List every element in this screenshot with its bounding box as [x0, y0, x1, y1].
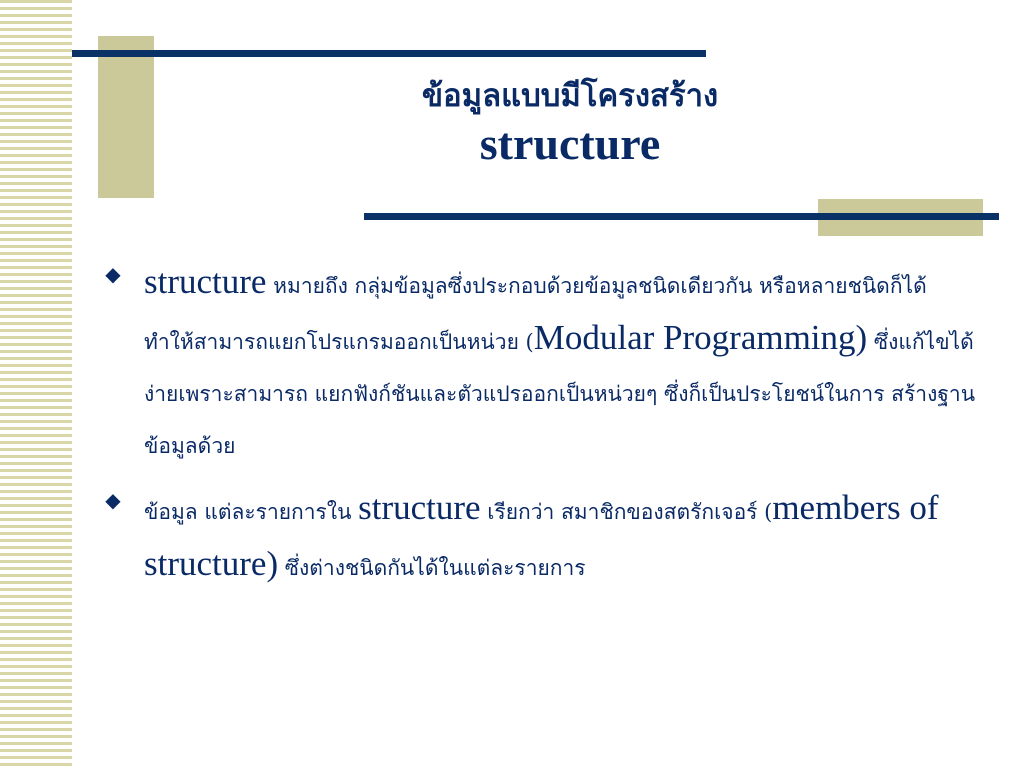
- slide-title: [300, 74, 840, 170]
- bullet-text-part: ข้อมูล แต่ละรายการใน: [144, 500, 359, 524]
- decorative-stripes: [0, 0, 72, 768]
- bullet-text-part: structure: [144, 262, 267, 301]
- bullet-item: [102, 482, 982, 594]
- decorative-navy-line-top: [72, 50, 706, 57]
- diamond-bullet-icon: ◆: [105, 488, 121, 512]
- decorative-navy-line-bottom: [364, 213, 999, 220]
- bullet-text-part: Modular Programming): [533, 318, 868, 357]
- bullet-item: [102, 256, 982, 472]
- bullet-text-part: เรียกว่า สมาชิกของสตรักเจอร์ (: [480, 500, 773, 524]
- bullet-text-part: structure: [358, 488, 481, 527]
- decorative-tan-block-top: [98, 36, 154, 198]
- bullet-text-part: หมายถึง กลุ่มข้อมูลซึ่งประกอบด้วยข้อมูลชนิดเดียวกัน หรือหลายชนิดก็ได้ ทำให้สามารถแยกโปรแกรมออกเป็นหน่วย (: [144, 274, 927, 354]
- title-english: structure: [479, 118, 661, 169]
- bullet-text: [144, 256, 982, 472]
- diamond-bullet-icon: ◆: [105, 262, 121, 286]
- bullet-text: [144, 482, 982, 594]
- bullet-text-part: ซึ่งแก้ไขได้ง่ายเพราะสามารถ แยกฟังก์ชันและตัวแปรออกเป็นหน่วยๆ ซึ่งก็เป็นประโยชน์ในการ สร้างฐานข้อมูลด้วย: [144, 330, 976, 458]
- bullet-text-part: ซึ่งต่างชนิดกันได้ในแต่ละรายการ: [278, 556, 586, 580]
- title-thai: ข้อมูลแบบมีโครงสร้าง: [421, 78, 719, 114]
- bullet-text-part: members of structure): [144, 488, 939, 583]
- slide-body: [102, 256, 982, 604]
